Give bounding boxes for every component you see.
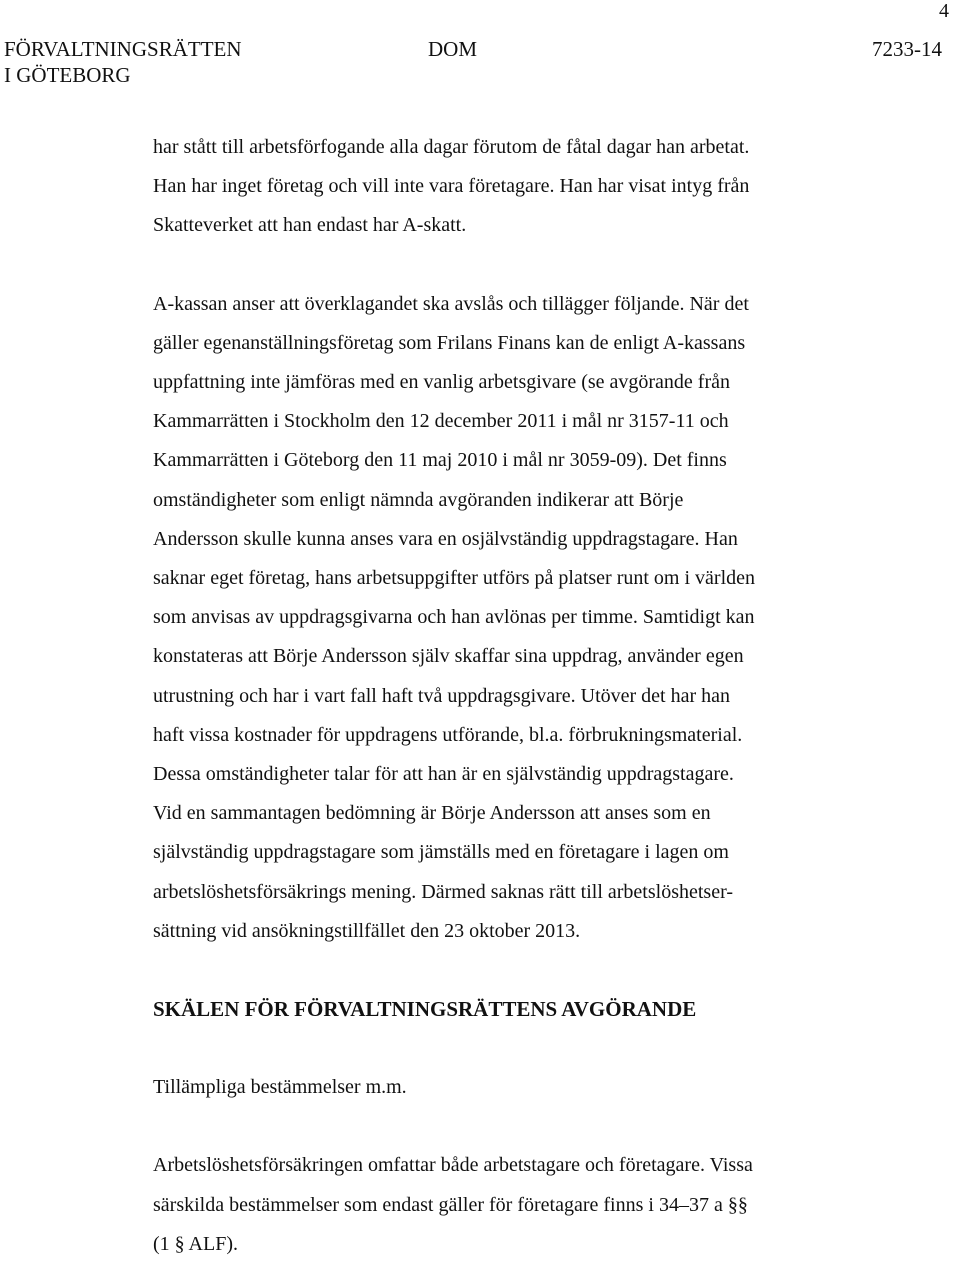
document-type: DOM — [428, 37, 478, 61]
text-line: arbetslöshetsförsäkrings mening. Därmed saknas rätt till arbetslöshetser- — [153, 880, 733, 903]
court-name-line1: FÖRVALTNINGSRÄTTEN — [4, 37, 242, 61]
text-line: Kammarrätten i Göteborg den 11 maj 2010 i mål nr 3059-09). Det finns — [153, 449, 727, 472]
section-heading: SKÄLEN FÖR FÖRVALTNINGSRÄTTENS AVGÖRANDE — [153, 997, 697, 1022]
text-line: Kammarrätten i Stockholm den 12 december 2011 i mål nr 3157-11 och — [153, 410, 729, 433]
text-line: särskilda bestämmelser som endast gäller för företagare finns i 34–37 a §§ — [153, 1193, 748, 1216]
court-name-line2: I GÖTEBORG — [4, 63, 131, 87]
text-line: konstateras att Börje Andersson själv skaffar sina uppdrag, använder egen — [153, 645, 744, 668]
text-line: Dessa omständigheter talar för att han är en självständig uppdragstagare. — [153, 763, 734, 786]
text-line: Skatteverket att han endast har A-skatt. — [153, 214, 467, 237]
text-line: Han har inget företag och vill inte vara företagare. Han har visat intyg från — [153, 175, 750, 198]
text-line: utrustning och har i vart fall haft två uppdragsgivare. Utöver det har han — [153, 684, 731, 707]
document-header — [4, 36, 942, 88]
text-line: saknar eget företag, hans arbetsuppgifter utförs på platser runt om i världen — [153, 567, 756, 590]
paragraph-1 — [153, 128, 853, 246]
text-line: sättning vid ansökningstillfället den 23 oktober 2013. — [153, 919, 581, 942]
text-line: omständigheter som enligt nämnda avgöranden indikerar att Börje — [153, 488, 684, 511]
text-line: självständig uppdragstagare som jämställs med en företagare i lagen om — [153, 841, 729, 864]
text-line: Andersson skulle kunna anses vara en osjälvständig uppdragstagare. Han — [153, 527, 738, 550]
page-number: 4 — [939, 0, 949, 22]
text-line: som anvisas av uppdragsgivarna och han avlönas per timme. Samtidigt kan — [153, 606, 755, 629]
case-number: 7233-14 — [872, 37, 942, 61]
subheading: Tillämpliga bestämmelser m.m. — [153, 1076, 407, 1099]
text-line: Vid en sammantagen bedömning är Börje Andersson att anses som en — [153, 802, 711, 825]
text-line: har stått till arbetsförfogande alla dagar förutom de fåtal dagar han arbetat. — [153, 136, 750, 158]
paragraph-3 — [153, 1146, 853, 1264]
paragraph-2 — [153, 285, 853, 951]
court-name — [4, 36, 242, 88]
text-line: gäller egenanställningsföretag som Frilans Finans kan de enligt A-kassans — [153, 331, 746, 354]
text-line: (1 § ALF). — [153, 1232, 238, 1255]
text-line: Arbetslöshetsförsäkringen omfattar både arbetstagare och företagare. Vissa — [153, 1154, 753, 1177]
document-body — [153, 128, 853, 1264]
text-line: uppfattning inte jämföras med en vanlig arbetsgivare (se avgörande från — [153, 371, 731, 394]
text-line: haft vissa kostnader för uppdragens utförande, bl.a. förbrukningsmaterial. — [153, 723, 743, 746]
text-line: A-kassan anser att överklagandet ska avslås och tillägger följande. När det — [153, 292, 749, 315]
